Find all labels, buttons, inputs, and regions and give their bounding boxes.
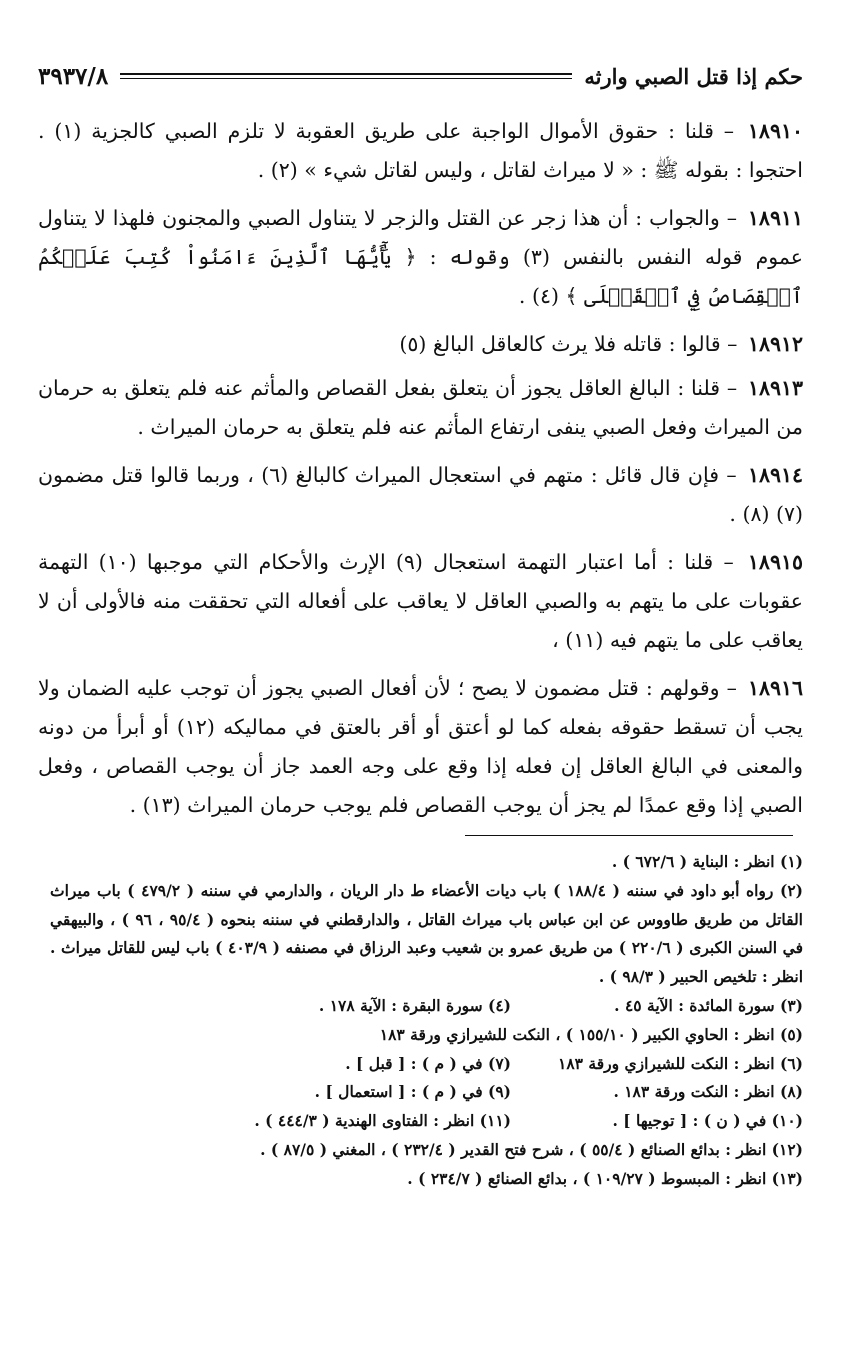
- footnote-row: [50, 1050, 803, 1079]
- paragraph-text: – والجواب : أن هذا زجر عن القتل والزجر لا يتناول الصبي والمجنون فلهذا لا يتناول عموم قوله النفس بالنفس (٣) وقوله : ﴿ يَٰٓأَيُّهَا ٱلَّذِينَ ءَامَنُواْ كُتِبَ عَلَيۡكُمُ ٱلۡقِصَاصُ فِي ٱلۡقَتۡلَى ﴾ (٤) .: [38, 206, 803, 308]
- paragraph-18911: [38, 199, 803, 316]
- paragraph-text: – قلنا : أما اعتبار التهمة استعجال (٩) الإرث والأحكام التي موجبها (١٠) التهمة عقوبات على ما يتهم به والصبي العاقل لا يعاقب على أفعاله التي تحققت منه فالأولى أن لا يعاقب على ما يتهم فيه (١١) ،: [38, 550, 803, 652]
- paragraph-text: – قالوا : قاتله فلا يرث كالعاقل البالغ (٥): [399, 332, 738, 356]
- paragraph-number: ١٨٩١٢: [747, 332, 803, 356]
- footnote-row: [50, 1107, 803, 1136]
- paragraph-18910: [38, 112, 803, 190]
- main-text: [38, 112, 803, 834]
- footnote-5: (٥) انظر : الحاوي الكبير ( ١٥٥/١٠ ) ، النكت للشيرازي ورقة ١٨٣: [379, 1024, 803, 1044]
- header-rule: [120, 73, 572, 79]
- paragraph-number: ١٨٩١٠: [747, 119, 803, 143]
- footnote-1: (١) انظر : البناية ( ٦٧٢/٦ ) .: [611, 852, 803, 871]
- page-reference: ٣٩٣٧/٨: [38, 62, 109, 90]
- running-title: حكم إذا قتل الصبي وارثه: [584, 63, 803, 89]
- paragraph-number: ١٨٩١٥: [747, 550, 803, 574]
- paragraph-18916: [38, 669, 803, 825]
- footnote-8: (٨) انظر : النكت ورقة ١٨٣ .: [613, 1082, 803, 1102]
- footnote-3: (٣) سورة المائدة : الآية ٤٥ .: [614, 995, 803, 1015]
- paragraph-text: – وقولهم : قتل مضمون لا يصح ؛ لأن أفعال الصبي يجوز أن توجب عليه الضمان ولا يجب أن تسقط حقوقه بفعله كما لو أعتق أو أقر بالعتق في مماليكه (١٢) أو أبرأ من دونه والمعنى في البالغ العاقل إن فعله إذا وقع على وجه العمد جاز أن يوجب القصاص ، وفعل الصبي إذا وقع عمدًا لم يجز أن يوجب القصاص فلم يوجب حرمان الميراث (١٣) .: [38, 676, 803, 817]
- paragraph-number: ١٨٩١٣: [747, 376, 803, 400]
- paragraph-text: – فإن قال قائل : متهم في استعجال الميراث كالبالغ (٦) ، وربما قالوا قتل مضمون (٧) (٨) .: [38, 463, 803, 526]
- footnote-9: (٩) في ( م ) : [ استعمال ] .: [314, 1082, 511, 1102]
- footnote-row: [50, 1078, 803, 1107]
- paragraph-number: ١٨٩١١: [747, 206, 803, 230]
- paragraph-number: ١٨٩١٦: [747, 676, 803, 700]
- footnote-4: (٤) سورة البقرة : الآية ١٧٨ .: [318, 995, 511, 1015]
- footnote-2: (٢) رواه أبو داود في سننه ( ١٨٨/٤ ) باب ديات الأعضاء ط دار الريان ، والدارمي في سننه ( ٤٧٩/٢ ) باب ميراث القاتل من طريق طاووس عن ابن عباس باب ميراث القاتل ، والدارقطني في سننه بنحوه ( ٩٥/٤ ، ٩٦ ) ، والبيهقي في السنن الكبرى ( ٢٢٠/٦ ) من طريق عمرو بن شعيب وعبد الرزاق في مصنفه ( ٤٠٣/٩ ) باب ليس للقاتل ميراث . انظر : تلخيص الحبير ( ٩٨/٣ ) .: [50, 880, 804, 987]
- footnote-7: (٧) في ( م ) : [ قبل ] .: [345, 1053, 511, 1073]
- footnote-10: (١٠) في ( ن ) : [ توجيها ] .: [612, 1111, 803, 1131]
- paragraph-18913: [38, 369, 803, 447]
- footnote-6: (٦) انظر : النكت للشيرازي ورقة ١٨٣: [558, 1053, 803, 1073]
- footnote-13: (١٣) انظر : المبسوط ( ١٠٩/٢٧ ) ، بدائع الصنائع ( ٢٣٤/٧ ) .: [407, 1168, 803, 1188]
- footnote-12: (١٢) انظر : بدائع الصنائع ( ٥٥/٤ ) ، شرح فتح القدير ( ٢٣٢/٤ ) ، المغني ( ٨٧/٥ ) .: [260, 1139, 803, 1159]
- paragraph-number: ١٨٩١٤: [747, 463, 803, 487]
- paragraph-18912: [38, 325, 803, 364]
- paragraph-text: – قلنا : حقوق الأموال الواجبة على طريق العقوبة لا تلزم الصبي كالجزية (١) . احتجوا : بقوله ﷺ : « لا ميراث لقاتل ، وليس لقاتل شيء » (٢) .: [38, 119, 803, 182]
- footnote-row: [50, 992, 803, 1021]
- paragraph-18914: [38, 456, 803, 534]
- paragraph-text: – قلنا : البالغ العاقل يجوز أن يتعلق بفعل القصاص والمأثم عنه فلم يتعلق به حرمان من الميراث وفعل الصبي ينفى ارتفاع المأثم عنه فلم يتعلق به حرمان الميراث .: [38, 376, 803, 439]
- footnotes: [50, 848, 803, 1194]
- paragraph-18915: [38, 543, 803, 660]
- page-header: [38, 58, 803, 94]
- footnote-11: (١١) انظر : الفتاوى الهندية ( ٤٤٤/٣ ) .: [254, 1111, 511, 1131]
- footnote-divider: [465, 835, 793, 836]
